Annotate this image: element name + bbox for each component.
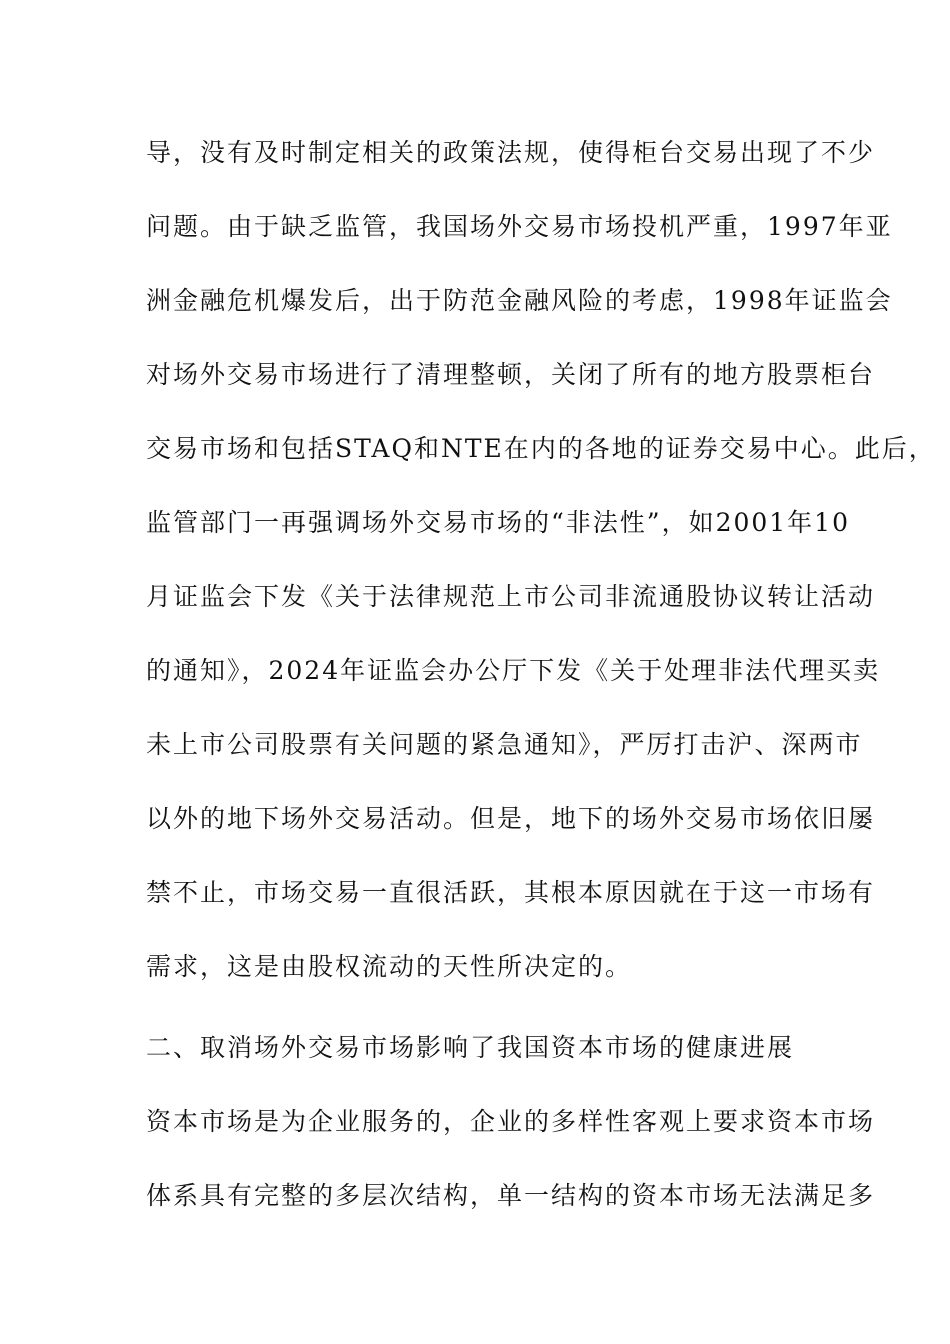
paragraph-line: 以外的地下场外交易活动。但是，地下的场外交易市场依旧屡 bbox=[146, 804, 876, 833]
paragraph-line: 洲金融危机爆发后，出于防范金融风险的考虑，1998年证监会 bbox=[146, 286, 893, 315]
paragraph-line: 需求，这是由股权流动的天性所决定的。 bbox=[146, 952, 633, 981]
paragraph-line: 交易市场和包括STAQ和NTE在内的各地的证券交易中心。此后， bbox=[146, 434, 936, 463]
paragraph-line: 问题。由于缺乏监管，我国场外交易市场投机严重，1997年亚 bbox=[146, 212, 893, 241]
paragraph-line: 未上市公司股票有关问题的紧急通知》，严厉打击沪、深两市 bbox=[146, 730, 863, 759]
paragraph-line: 月证监会下发《关于法律规范上市公司非流通股协议转让活动 bbox=[146, 582, 876, 611]
paragraph-line: 的通知》，2024年证监会办公厅下发《关于处理非法代理买卖 bbox=[146, 656, 881, 685]
paragraph-line: 禁不止，市场交易一直很活跃，其根本原因就在于这一市场有 bbox=[146, 878, 876, 907]
paragraph-line: 对场外交易市场进行了清理整顿，关闭了所有的地方股票柜台 bbox=[146, 360, 876, 389]
paragraph-line: 资本市场是为企业服务的，企业的多样性客观上要求资本市场 bbox=[146, 1107, 876, 1136]
section-heading: 二、取消场外交易市场影响了我国资本市场的健康进展 bbox=[146, 1033, 795, 1062]
paragraph-line: 导，没有及时制定相关的政策法规，使得柜台交易出现了不少 bbox=[146, 138, 876, 167]
paragraph-line: 监管部门一再强调场外交易市场的“非法性”，如2001年10 bbox=[146, 508, 850, 537]
paragraph-line: 体系具有完整的多层次结构，单一结构的资本市场无法满足多 bbox=[146, 1181, 876, 1210]
